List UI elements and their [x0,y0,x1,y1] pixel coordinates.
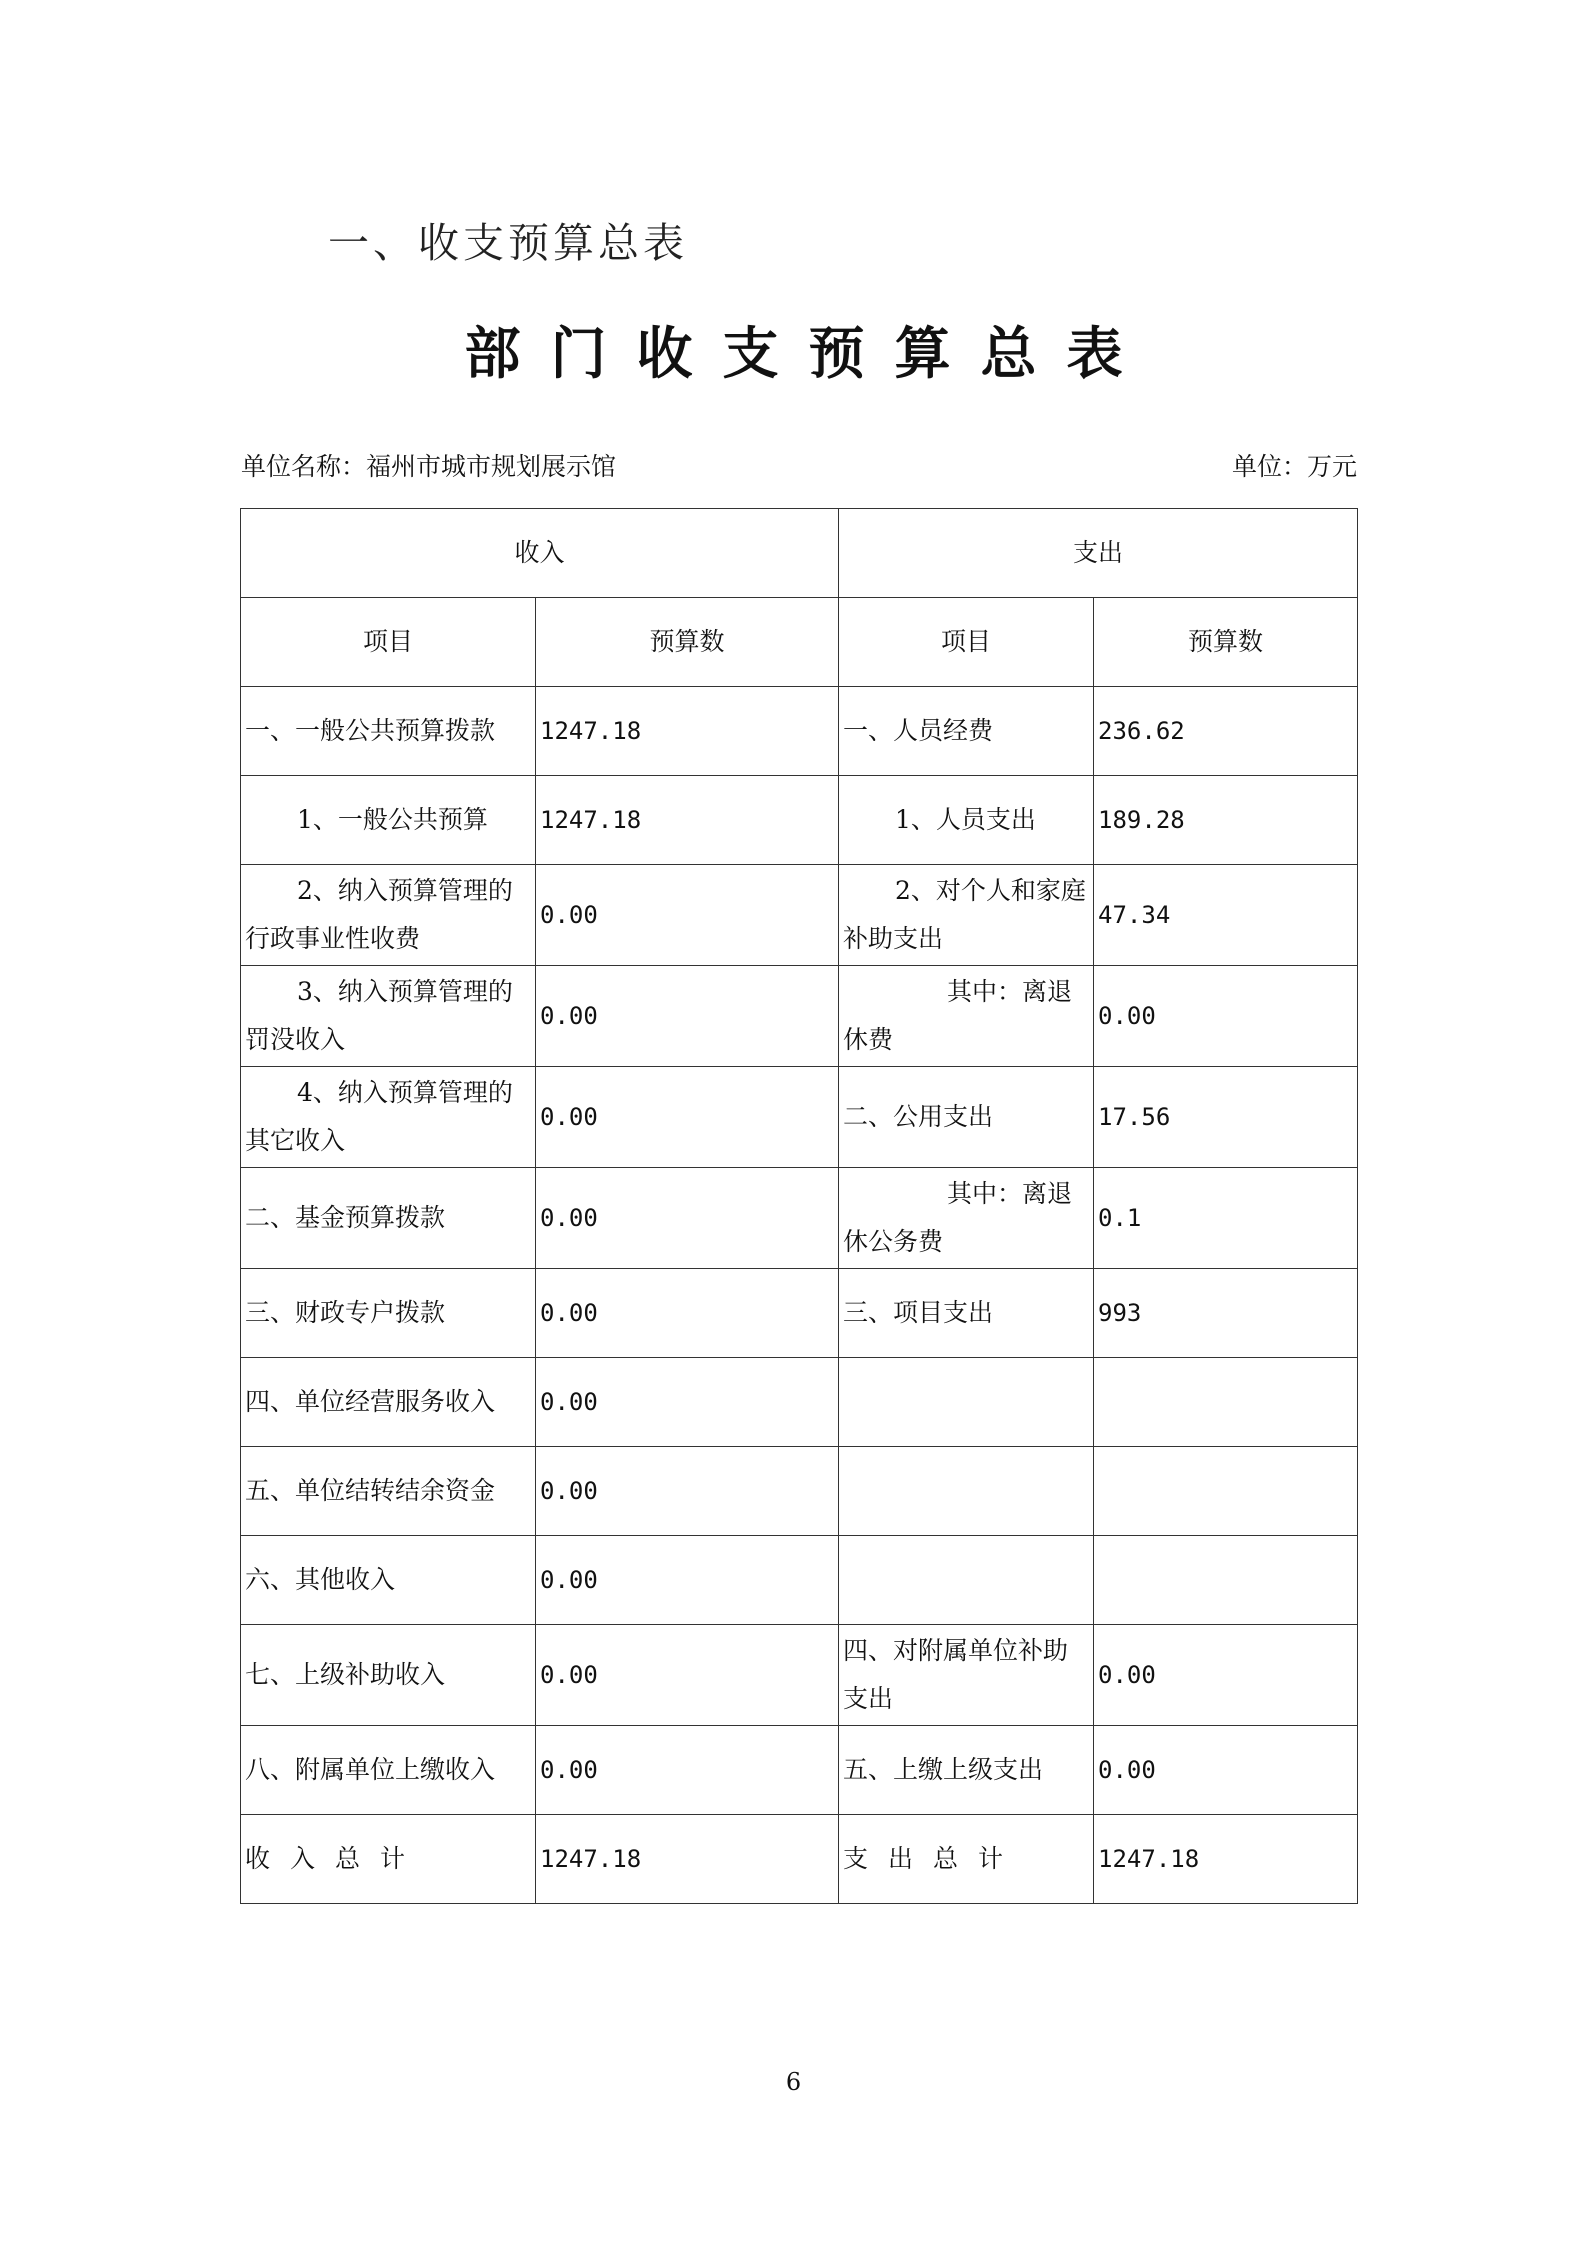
income-value: 0.00 [536,1067,839,1168]
section-heading: 一、收支预算总表 [328,219,688,267]
table-row [241,1269,1358,1358]
income-item: 3、纳入预算管理的罚没收入 [241,966,536,1067]
expense-total-label: 支出总计 [839,1815,1094,1904]
income-value: 0.00 [536,966,839,1067]
expense-item: 1、人员支出 [839,776,1094,865]
income-item: 七、上级补助收入 [241,1625,536,1726]
expense-item: 其中：离退休公务费 [839,1168,1094,1269]
income-item: 四、单位经营服务收入 [241,1358,536,1447]
table-row [241,1625,1358,1726]
table-column-header-row [241,598,1358,687]
income-item: 六、其他收入 [241,1536,536,1625]
table-row [241,1358,1358,1447]
expense-value: 993 [1094,1269,1358,1358]
income-value: 0.00 [536,1168,839,1269]
expense-total-value: 1247.18 [1094,1815,1358,1904]
income-item: 三、财政专户拨款 [241,1269,536,1358]
page-number: 6 [785,2068,802,2096]
expense-value [1094,1447,1358,1536]
expense-amount-header: 预算数 [1094,598,1358,687]
expense-value: 236.62 [1094,687,1358,776]
document-title: 部门收支预算总表 [464,321,1153,387]
income-total-value: 1247.18 [536,1815,839,1904]
table-row [241,966,1358,1067]
table-row [241,1067,1358,1168]
income-item: 2、纳入预算管理的行政事业性收费 [241,865,536,966]
income-value: 0.00 [536,1269,839,1358]
budget-summary-table [240,508,1358,1904]
income-item: 二、基金预算拨款 [241,1168,536,1269]
expense-value: 17.56 [1094,1067,1358,1168]
table-row [241,1536,1358,1625]
table-row [241,776,1358,865]
expense-value: 0.00 [1094,966,1358,1067]
expense-header: 支出 [839,509,1358,598]
expense-item: 五、上缴上级支出 [839,1726,1094,1815]
table-row [241,865,1358,966]
expense-value: 47.34 [1094,865,1358,966]
income-value: 0.00 [536,1536,839,1625]
income-value: 0.00 [536,1726,839,1815]
table-total-row [241,1815,1358,1904]
expense-item [839,1536,1094,1625]
expense-item: 2、对个人和家庭补助支出 [839,865,1094,966]
income-value: 1247.18 [536,776,839,865]
unit-name: 单位名称：福州市城市规划展示馆 [241,452,617,481]
income-header: 收入 [241,509,839,598]
income-item: 1、一般公共预算 [241,776,536,865]
table-group-header-row [241,509,1358,598]
income-amount-header: 预算数 [536,598,839,687]
expense-item-header: 项目 [839,598,1094,687]
income-item: 八、附属单位上缴收入 [241,1726,536,1815]
expense-value: 0.1 [1094,1168,1358,1269]
expense-value [1094,1536,1358,1625]
expense-value: 0.00 [1094,1625,1358,1726]
income-item: 五、单位结转结余资金 [241,1447,536,1536]
expense-value: 0.00 [1094,1726,1358,1815]
table-row [241,1447,1358,1536]
income-item: 一、一般公共预算拨款 [241,687,536,776]
income-value: 0.00 [536,1447,839,1536]
expense-item: 三、项目支出 [839,1269,1094,1358]
expense-item [839,1447,1094,1536]
expense-item: 其中：离退休费 [839,966,1094,1067]
expense-item: 四、对附属单位补助支出 [839,1625,1094,1726]
table-row [241,687,1358,776]
table-row [241,1726,1358,1815]
income-value: 1247.18 [536,687,839,776]
unit-label: 单位：万元 [1231,452,1357,481]
income-item: 4、纳入预算管理的其它收入 [241,1067,536,1168]
expense-item: 二、公用支出 [839,1067,1094,1168]
income-value: 0.00 [536,865,839,966]
expense-value: 189.28 [1094,776,1358,865]
expense-item [839,1358,1094,1447]
expense-item: 一、人员经费 [839,687,1094,776]
income-value: 0.00 [536,1625,839,1726]
income-value: 0.00 [536,1358,839,1447]
expense-value [1094,1358,1358,1447]
income-item-header: 项目 [241,598,536,687]
table-row [241,1168,1358,1269]
income-total-label: 收入总计 [241,1815,536,1904]
